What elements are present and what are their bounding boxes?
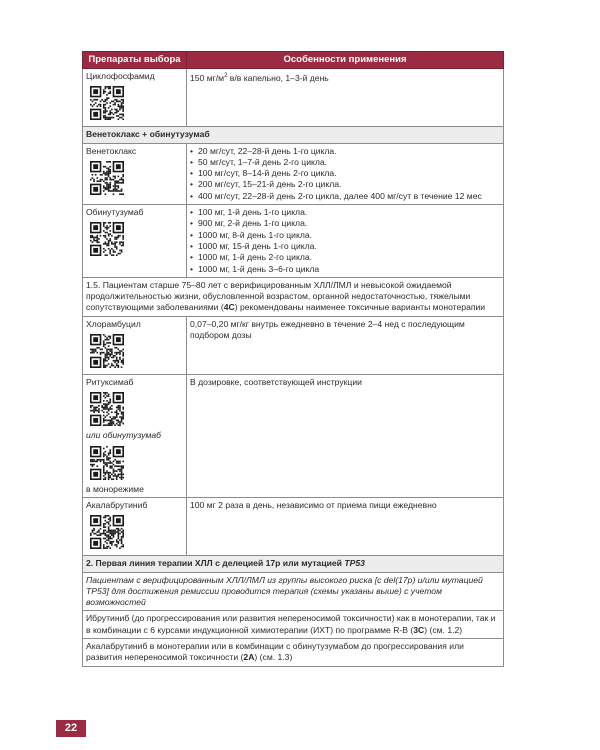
- table-row: [83, 497, 504, 555]
- drug-name: Ритуксимаб: [86, 377, 134, 388]
- section-title: [83, 556, 504, 572]
- qr-code-icon[interactable]: [90, 515, 124, 549]
- table-row: [83, 375, 504, 498]
- dose-item: • 1000 мг, 1-й день 2-го цикла.: [190, 252, 500, 263]
- gene-name: TP53: [344, 558, 365, 569]
- drug-cell: [83, 316, 187, 374]
- qr-code-icon[interactable]: [90, 334, 124, 368]
- table-row: [83, 69, 504, 127]
- note-cell: [83, 639, 504, 667]
- usage-cell: В дозировке, соответствующей инструкции: [187, 375, 504, 498]
- drug-name: Венетоклакс: [86, 145, 137, 156]
- drug-name: Циклофосфамид: [86, 71, 155, 81]
- drug-name: Акалабрутиниб: [86, 499, 148, 510]
- drug-cell: [83, 375, 187, 498]
- note-cell: [83, 611, 504, 639]
- dose-item: • 1000 мг, 15-й день 1-го цикла.: [190, 241, 500, 252]
- qr-code-icon[interactable]: [90, 86, 124, 120]
- note-row: [83, 572, 504, 611]
- dose-list: [190, 146, 500, 202]
- note-cell: Пациентам с верифицированным ХЛЛ/ЛМЛ из группы высокого риска [с del(17p) и/или мутацией TP53] для достижения ремиссии проводится терапия (схемы указаны выше) с учетом возможностей: [83, 572, 504, 611]
- table-row: [83, 143, 504, 204]
- section-title: Венетоклакс + обинутузумаб: [83, 127, 504, 143]
- note-row: [83, 611, 504, 639]
- section-row: [83, 556, 504, 572]
- dose-superscript: 2: [224, 73, 228, 79]
- usage-cell: 0,07–0,20 мг/кг внутрь ежедневно в течение 2–4 нед с последующим подбором дозы: [187, 316, 504, 374]
- usage-cell: [187, 143, 504, 204]
- dose-item: • 100 мг/сут, 8–14-й день 2-го цикла.: [190, 168, 500, 179]
- dose-item: • 400 мг/сут, 22–28-й день 2-го цикла, далее 400 мг/сут в течение 12 мес: [190, 191, 500, 202]
- mode-label: в монорежиме: [86, 483, 144, 494]
- evidence-grade: 2A: [243, 652, 255, 663]
- section-row: [83, 127, 504, 143]
- note-cell: [83, 277, 504, 316]
- note-row: [83, 639, 504, 667]
- note-text-tail: ) рекомендованы наименее токсичные варианты монотерапии: [234, 302, 486, 313]
- evidence-grade: 3C: [413, 624, 425, 635]
- drug-name: Обинутузумаб: [86, 207, 144, 218]
- dose-item: • 900 мг, 2-й день 1-го цикла.: [190, 218, 500, 229]
- note-text: Акалабрутиниб в монотерапии или в комбинации с обинутузумабом до прогрессирования или развития непереносимой токсичности (: [86, 641, 464, 663]
- drug-name: Хлорамбуцил: [86, 318, 141, 329]
- qr-code-icon[interactable]: [90, 392, 124, 426]
- qr-code-icon[interactable]: [90, 161, 124, 195]
- dose-item: • 200 мг/сут, 15–21-й день 2-го цикла.: [190, 179, 500, 190]
- evidence-grade: 4C: [223, 302, 235, 313]
- note-text-tail: ) (см. 1.2): [424, 624, 463, 635]
- dose-list: [190, 207, 500, 275]
- note-text-tail: ) (см. 1.3): [254, 652, 293, 663]
- drug-cell: [83, 205, 187, 278]
- page-number: 22: [56, 720, 86, 737]
- qr-code-icon[interactable]: [90, 446, 124, 480]
- dose-item: • 20 мг/сут, 22–28-й день 1-го цикла.: [190, 146, 500, 157]
- drug-cell: [83, 69, 187, 127]
- usage-cell: 100 мг 2 раза в день, независимо от приема пищи ежедневно: [187, 497, 504, 555]
- note-row: [83, 277, 504, 316]
- table-header-row: [83, 52, 504, 69]
- table-row: [83, 316, 504, 374]
- qr-code-icon[interactable]: [90, 222, 124, 256]
- header-usage: Особенности применения: [187, 52, 504, 69]
- dose-text: 150 мг/м: [190, 72, 225, 83]
- dose-item: • 100 мг, 1-й день 1-го цикла.: [190, 207, 500, 218]
- table-row: [83, 205, 504, 278]
- header-drugs: Препараты выбора: [83, 52, 187, 69]
- drug-cell: [83, 497, 187, 555]
- dose-item: • 1000 мг, 8-й день 1-го цикла.: [190, 230, 500, 241]
- dose-item: • 1000 мг, 1-й день 3–6-го цикла: [190, 264, 500, 275]
- section-text: 2. Первая линия терапии ХЛЛ с делецией 17p или мутацией: [86, 558, 345, 569]
- drug-cell: [83, 143, 187, 204]
- drug-table: [82, 51, 504, 667]
- dose-item: • 50 мг/сут, 1–7-й день 2-го цикла.: [190, 157, 500, 168]
- alternative-label: или обинутузумаб: [86, 430, 161, 441]
- usage-cell: [187, 205, 504, 278]
- note-text: Ибрутиниб (до прогрессирования или развития непереносимой токсичности) как в монотерапии, так и в комбинации с 6 курсами индукционной химиотерапии (ИХТ) по программе R-B (: [86, 613, 496, 635]
- dose-text-tail: в/в капельно, 1–3-й день: [227, 72, 329, 83]
- usage-cell: [187, 69, 504, 127]
- note-text: 1.5. Пациентам старше 75–80 лет с верифицированным ХЛЛ/ЛМЛ и невысокой ожидаемой продолжительностью жизни, обусловленной возрастом, органной недостаточностью, тяжелыми сопутствующими заболеваниями (: [86, 279, 471, 313]
